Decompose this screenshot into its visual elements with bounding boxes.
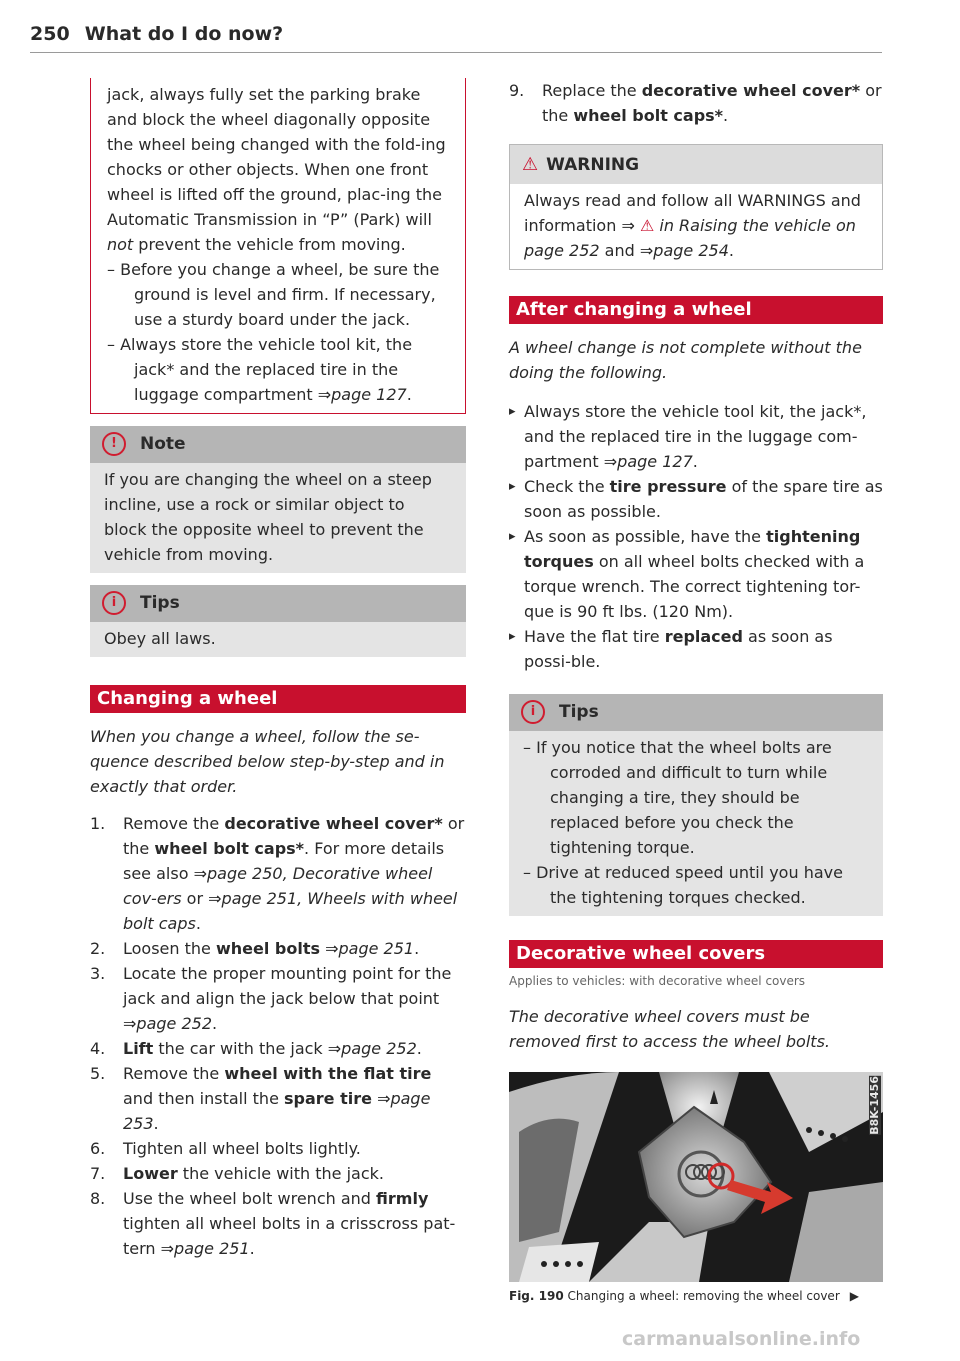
warning-title: WARNING [546,155,640,175]
warning-continued-box [90,78,466,414]
step-5: 5. Remove the wheel with the flat tire and then install the spare tire ⇒page 253. [90,1064,432,1133]
info-circle-icon: i [102,591,126,615]
figure-wheel-cover [509,1072,883,1282]
link-page-253[interactable]: page 253 [123,1089,431,1133]
after-bullet-replace-tire: ▸ Have the flat tire replaced as soon as possi-ble. [509,624,883,674]
step-2: 2. Loosen the wheel bolts ⇒page 251. [90,939,420,958]
after-bullet-store-tools: ▸ Always store the vehicle tool kit, the jack*, and the replaced tire in the luggage com-partment ⇒page 127. [509,399,883,474]
step-9: 9. Replace the decorative wheel cover* or the wheel bolt caps*. [509,81,882,125]
note-header [90,426,466,463]
link-page-252[interactable]: page 252 [136,1014,212,1033]
tips-header-right [509,694,883,731]
watermark: carmanualsonline.info [622,1328,861,1350]
after-bullet-tire-pressure: ▸ Check the tire pressure of the spare tire as soon as possible. [509,474,883,524]
link-page-251-crisscross[interactable]: page 251 [174,1239,250,1258]
step-1: 1. Remove the decorative wheel cover* or the wheel bolt caps*. For more details see also ⇒page 250, Decorative wheel cov-ers or ⇒page 251, Wheels with wheel bolt caps. [90,814,465,933]
warning-triangle-icon: ⚠ [522,154,539,175]
step-7: 7. Lower the vehicle with the jack. [90,1164,384,1183]
step-8: 8. Use the wheel bolt wrench and firmly tighten all wheel bolts in a crisscross pat-tern ⇒page 251. [90,1189,456,1258]
applies-to-text: Applies to vehicles: with decorative wheel covers [509,974,806,988]
tips-body-right [509,731,883,916]
after-bullets [509,399,883,674]
changing-steps-list-continued [509,78,883,128]
note-body: If you are changing the wheel on a steep incline, use a rock or similar object to block the opposite wheel to prevent the vehicle from moving. [90,463,466,573]
figure-caption: Fig. 190 Changing a wheel: removing the wheel cover ▶ [509,1289,859,1303]
figure-code: B8K-1456 [868,1076,881,1135]
step-6: 6. Tighten all wheel bolts lightly. [90,1139,361,1158]
tips-body-left: Obey all laws. [90,622,466,657]
continue-arrow-icon: ▶ [849,1289,859,1303]
link-page-251-caps[interactable]: page 251, Wheels with wheel bolt caps [123,889,458,933]
link-page-127-after[interactable]: page 127 [617,452,693,471]
page-header [30,22,882,53]
after-intro: A wheel change is not complete without the doing the following. [509,338,862,382]
exclamation-circle-icon: ! [102,432,126,456]
tips-header-left [90,585,466,622]
link-page-127[interactable]: page 127 [331,385,407,404]
decorative-intro: The decorative wheel covers must be removed first to access the wheel bolts. [509,1007,830,1051]
warning-body: Always read and follow all WARNINGS and information ⇒ ⚠ in Raising the vehicle on page 252 and ⇒page 254. [509,184,883,270]
tips-title: Tips [140,593,180,613]
section-heading-decorative-covers: Decorative wheel covers [509,940,883,968]
note-title: Note [140,434,186,454]
warning-continued-text: jack, always fully set the parking brake and block the wheel diagonally opposite the wheel being changed with the fold-ing chocks or other objects. When one front wheel is lifted off the ground, plac-ing the Automatic Transmission in “P” (Park) will not prevent the vehicle from moving. [107,85,446,254]
warning-item-store-tools: – Always store the vehicle tool kit, the jack* and the replaced tire in the luggage compartment ⇒page 127. [107,335,413,404]
info-circle-icon: i [521,700,545,724]
link-page-251[interactable]: page 251 [338,939,415,958]
section-heading-after-changing: After changing a wheel [509,296,883,324]
tips-title: Tips [559,702,599,722]
link-page-252-lift[interactable]: page 252 [341,1039,417,1058]
warning-item-level-ground: – Before you change a wheel, be sure the ground is level and firm. If necessary, use a sturdy board under the jack. [107,260,440,329]
warning-inline-icon: ⚠ [639,216,655,235]
page-number: 250 [30,23,70,45]
step-3: 3. Locate the proper mounting point for the jack and align the jack below that point ⇒page 252. [90,964,452,1033]
changing-steps-list [90,811,466,1261]
link-page-254[interactable]: page 254 [653,241,729,260]
warning-header [509,144,883,184]
chapter-title: What do I do now? [84,23,284,45]
right-column [509,78,883,1305]
section-heading-changing-a-wheel: Changing a wheel [90,685,466,713]
wheel-cover-illustration [509,1072,883,1282]
tips-item-corroded: – If you notice that the wheel bolts are corroded and difficult to turn while changing a tire, they should be replaced before you check the tightening torque. [523,738,832,857]
step-4: 4. Lift the car with the jack ⇒page 252. [90,1039,422,1058]
tips-item-reduced-speed: – Drive at reduced speed until you have the tightening torques checked. [523,863,843,907]
after-bullet-torques: ▸ As soon as possible, have the tightening torques on all wheel bolts checked with a torque wrench. The correct tightening tor-que is 90 ft lbs. (120 Nm). [509,524,883,624]
left-column [90,78,466,1261]
link-page-250[interactable]: page 250, Decorative wheel cov-ers [123,864,433,908]
link-raising-vehicle[interactable]: in Raising the vehicle on page 252 [524,216,856,260]
changing-intro: When you change a wheel, follow the se-quence described below step-by-step and in exactly that order. [90,727,445,796]
